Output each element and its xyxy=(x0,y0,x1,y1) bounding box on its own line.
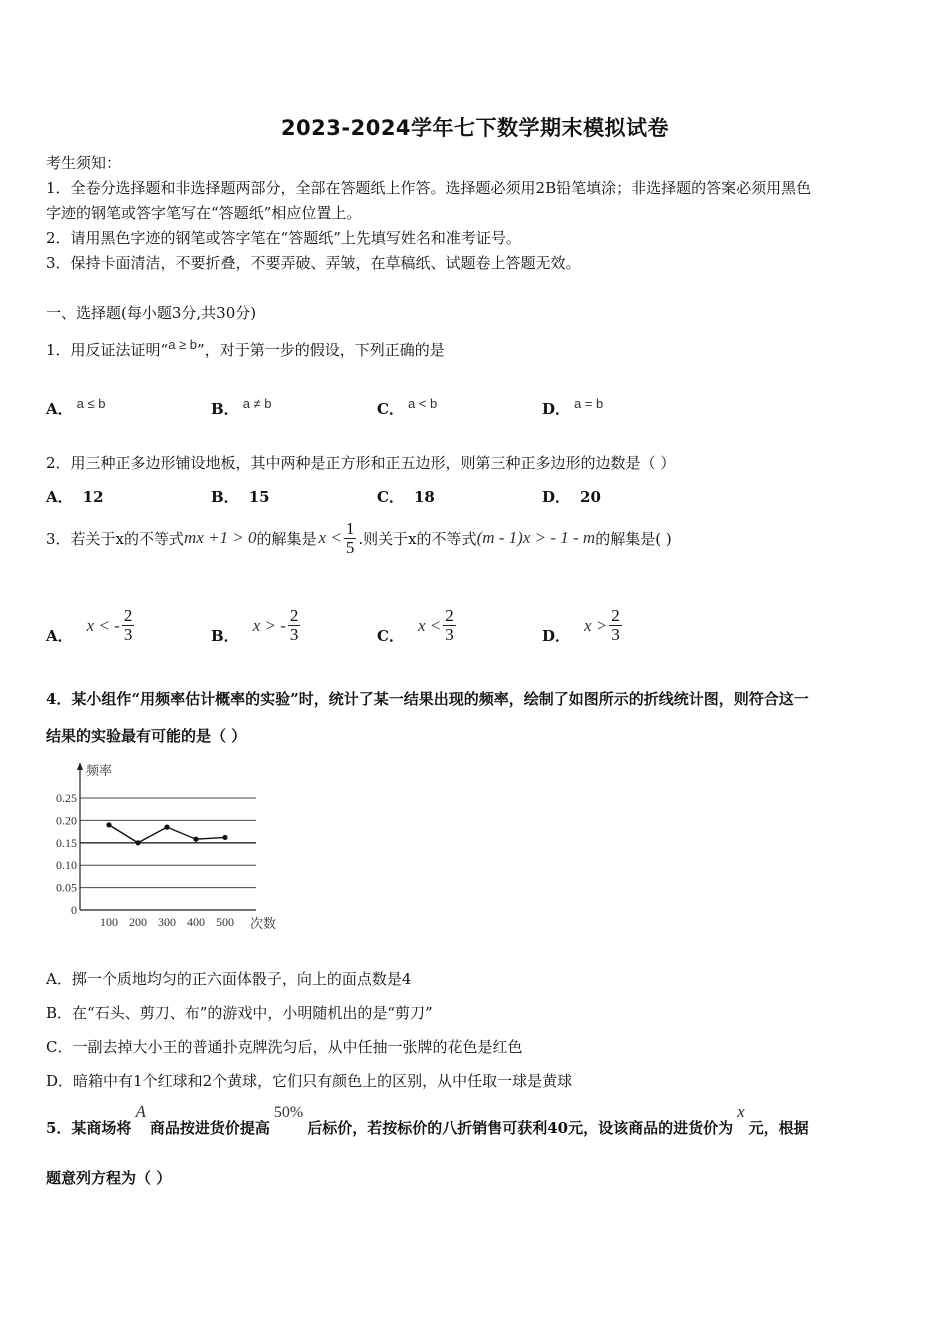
x-tick-label: 200 xyxy=(129,915,147,929)
question-2: 2．用三种正多边形铺设地板，其中两种是正方形和正五边形，则第三种正多边形的边数是（ ） xyxy=(46,454,676,472)
question-4-line-2: 结果的实验最有可能的是（ ） xyxy=(46,727,247,745)
q3-text-2: 的解集是 xyxy=(256,529,317,548)
question-3 xyxy=(46,520,672,557)
y-tick-label: 0.25 xyxy=(56,791,77,805)
notice-item-1: 1．全卷分选择题和非选择题两部分，全部在答题纸上作答。选择题必须用2B铅笔填涂；非选择题的答案必须用黑色 xyxy=(46,179,812,197)
y-tick-label: 0 xyxy=(71,903,77,917)
data-point xyxy=(222,835,227,840)
q5-expr-a: A xyxy=(135,1102,146,1121)
q3-option-d[interactable]: D． x > $\frac{2}{3}$ xyxy=(542,606,620,645)
x-tick-label: 400 xyxy=(187,915,205,929)
q3-expr-3: (m - 1)x > - 1 - m xyxy=(476,528,596,548)
q1-option-b[interactable]: B． a ≠ b xyxy=(211,396,272,418)
y-tick-label: 0.20 xyxy=(56,813,77,828)
q1-text-pre: 1．用反证法证明“ xyxy=(46,341,169,359)
x-tick-label: 300 xyxy=(158,915,176,929)
question-4-line-1: 4．某小组作“用频率估计概率的实验”时，统计了某一结果出现的频率，绘制了如图所示的折线统计图，则符合这一 xyxy=(46,690,809,708)
question-1 xyxy=(46,339,445,360)
data-point xyxy=(164,825,169,830)
data-point xyxy=(135,840,140,845)
q3-option-a[interactable]: A． x < - $\frac{2}{3}$ xyxy=(46,606,133,645)
x-axis-label: 次数 xyxy=(250,916,277,931)
y-axis-arrow xyxy=(77,762,83,770)
q3-text-1: 3．若关于x的不等式 xyxy=(46,529,185,548)
q4-option-c[interactable]: C．一副去掉大小王的普通扑克牌洗匀后，从中任抽一张牌的花色是红色 xyxy=(46,1038,523,1056)
q5-text-2: 商品按进货价提高 xyxy=(149,1119,270,1137)
data-point xyxy=(106,822,111,827)
x-tick-label: 500 xyxy=(216,915,234,929)
q5-text-1: 5．某商场将 xyxy=(46,1119,132,1137)
data-point xyxy=(193,837,198,842)
q3-expr-2: x < xyxy=(318,528,342,548)
q4-option-a[interactable]: A．掷一个质地均匀的正六面体骰子，向上的面点数是4 xyxy=(46,970,412,988)
notice-item-3: 3．保持卡面清洁，不要折叠，不要弄破、弄皱，在草稿纸、试题卷上答题无效。 xyxy=(46,254,581,272)
y-tick-label: 0.15 xyxy=(56,835,77,850)
y-axis-label: 频率 xyxy=(86,763,113,778)
q2-option-b[interactable]: B． 15 xyxy=(211,488,270,506)
q2-option-c[interactable]: C． 18 xyxy=(377,488,435,506)
q1-option-a[interactable]: A． a ≤ b xyxy=(46,396,106,418)
q3-text-3: .则关于x的不等式 xyxy=(358,529,477,548)
q1-option-c[interactable]: C． a < b xyxy=(377,396,438,418)
notice-item-2: 2．请用黑色字迹的钢笔或答字笔在“答题纸”上先填写姓名和准考证号。 xyxy=(46,229,521,247)
q5-expr-x: x xyxy=(737,1102,745,1121)
frequency-line-chart xyxy=(46,760,296,940)
q3-text-4: 的解集是( ) xyxy=(595,529,672,548)
q3-fraction: $\frac{1}{5}$ xyxy=(345,519,355,557)
notice-heading: 考生须知： xyxy=(46,154,122,172)
q1-text-post: ”，对于第一步的假设，下列正确的是 xyxy=(197,341,445,359)
q1-expression: a ≥ b xyxy=(168,337,198,352)
q4-option-d[interactable]: D．暗箱中有1个红球和2个黄球，它们只有颜色上的区别，从中任取一球是黄球 xyxy=(46,1072,573,1090)
q3-option-b[interactable]: B． x > - $\frac{2}{3}$ xyxy=(211,606,299,645)
q5-text-4: 元，根据 xyxy=(748,1119,809,1137)
q5-text-3: 后标价，若按标价的八折销售可获利40元，设该商品的进货价为 xyxy=(307,1119,734,1137)
q3-expr-1: mx +1 > 0 xyxy=(184,528,257,548)
page-title: 2023-2024学年七下数学期末模拟试卷 xyxy=(280,116,670,140)
q4-option-b[interactable]: B．在“石头、剪刀、布”的游戏中，小明随机出的是“剪刀” xyxy=(46,1004,433,1022)
question-5-line-2: 题意列方程为（ ） xyxy=(46,1169,172,1187)
q3-option-c[interactable]: C． x < $\frac{2}{3}$ xyxy=(377,606,454,645)
x-tick-label: 100 xyxy=(100,915,118,929)
q5-expr-percent: 50% xyxy=(273,1104,304,1121)
section-heading: 一、选择题(每小题3分,共30分) xyxy=(46,304,257,322)
q2-option-d[interactable]: D． 20 xyxy=(542,488,601,506)
y-tick-label: 0.05 xyxy=(56,880,77,895)
y-tick-label: 0.10 xyxy=(56,858,77,873)
q1-option-d[interactable]: D． a = b xyxy=(542,396,604,418)
question-5-line-1 xyxy=(46,1104,809,1138)
notice-item-1-cont: 字迹的钢笔或答字笔写在“答题纸”相应位置上。 xyxy=(46,204,362,222)
q2-option-a[interactable]: A． 12 xyxy=(46,488,104,506)
